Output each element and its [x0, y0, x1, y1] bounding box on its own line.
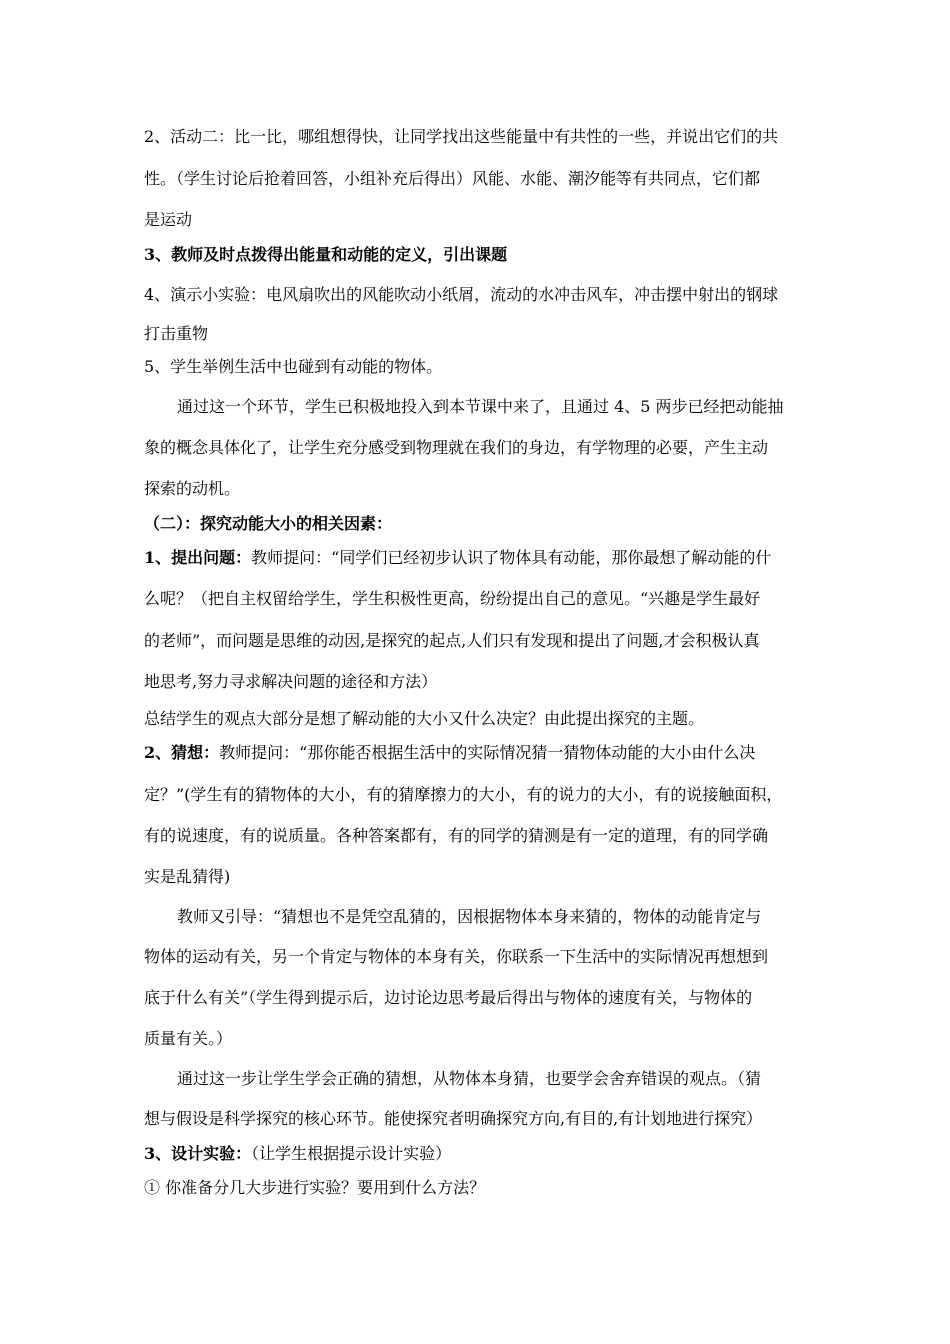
paragraph-line: 底于什么有关”（学生得到提示后，边讨论边思考最后得出与物体的速度有关，与物体的	[144, 988, 753, 1007]
step-text: （让学生根据提示设计实验）	[251, 1144, 452, 1163]
step-label: 2、猜想：	[144, 743, 220, 762]
paragraph-line: 象的概念具体化了，让学生充分感受到物理就在我们的身边，有学物理的必要，产生主动	[144, 438, 769, 457]
step-text: 教师提问：“那你能否根据生活中的实际情况猜一猜物体动能的大小由什么决	[219, 743, 756, 762]
paragraph-line: 有的说速度，有的说质量。各种答案都有，有的同学的猜测是有一定的道理，有的同学确	[144, 826, 769, 845]
paragraph-line	[144, 547, 771, 569]
paragraph-line: 探索的动机。	[144, 479, 241, 498]
step-label: 1、提出问题：	[144, 548, 252, 567]
paragraph-line: 打击重物	[144, 324, 209, 343]
paragraph-line	[144, 1143, 451, 1165]
paragraph-line: 性。（学生讨论后抢着回答，小组补充后得出）风能、水能、潮汐能等有共同点，它们都	[144, 169, 761, 188]
paragraph-line: 地思考,努力寻求解决问题的途径和方法）	[144, 672, 438, 691]
step-heading: 3、教师及时点拨得出能量和动能的定义，引出课题	[144, 245, 508, 264]
question-item: ① 你准备分几大步进行实验？要用到什么方法？	[144, 1178, 486, 1197]
paragraph-line: 质量有关。）	[144, 1029, 233, 1048]
paragraph-line: 教师又引导：“猜想也不是凭空乱猜的，因根据物体本身来猜的，物体的动能肯定与	[177, 907, 762, 926]
paragraph-line: 想与假设是科学探究的核心环节。能使探究者明确探究方向,有目的,有计划地进行探究）	[144, 1109, 763, 1128]
paragraph-line: 的老师”，而问题是思维的动因,是探究的起点,人们只有发现和提出了问题,才会积极认真	[144, 631, 760, 650]
section-heading: （二）：探究动能大小的相关因素：	[144, 514, 393, 533]
paragraph-line: 总结学生的观点大部分是想了解动能的大小又什么决定？由此提出探究的主题。	[144, 709, 705, 728]
step-text: 教师提问：“同学们已经初步认识了物体具有动能，那你最想了解动能的什	[251, 548, 772, 567]
paragraph-line: 通过这一步让学生学会正确的猜想，从物体本身猜，也要学会舍弃错误的观点。（猜	[177, 1069, 762, 1088]
paragraph-line: 定？”(学生有的猜物体的大小，有的猜摩擦力的大小，有的说力的大小，有的说接触面积，	[144, 785, 783, 804]
paragraph-line: 4、演示小实验：电风扇吹出的风能吹动小纸屑，流动的水冲击风车，冲击摆中射出的钢球	[144, 285, 779, 304]
paragraph-line: 么呢？（把自主权留给学生，学生积极性更高，纷纷提出自己的意见。“兴趣是学生最好	[144, 589, 761, 608]
paragraph-line: 是运动	[144, 210, 193, 229]
paragraph-line: 实是乱猜得)	[144, 867, 231, 886]
paragraph-line: 2、活动二：比一比，哪组想得快，让同学找出这些能量中有共性的一些，并说出它们的共	[144, 127, 779, 146]
paragraph-line: 5、学生举例生活中也碰到有动能的物体。	[144, 357, 443, 376]
paragraph-line: 通过这一个环节，学生已积极地投入到本节课中来了，且通过 4、5 两步已经把动能抽	[177, 397, 784, 416]
paragraph-line: 物体的运动有关，另一个肯定与物体的本身有关，你联系一下生活中的实际情况再想想到	[144, 947, 769, 966]
paragraph-line	[144, 742, 755, 764]
step-label: 3、设计实验：	[144, 1144, 252, 1163]
